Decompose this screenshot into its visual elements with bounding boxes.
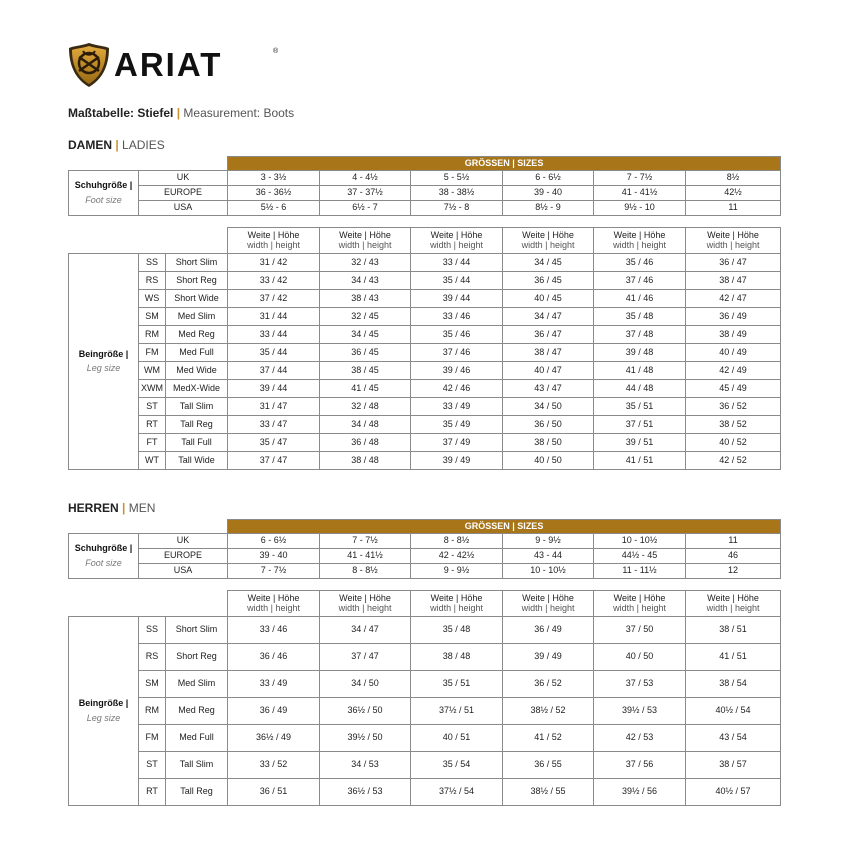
size-cell: 41 - 41½ bbox=[594, 186, 686, 201]
width-height-header bbox=[411, 228, 503, 254]
leg-value-cell: 38 / 48 bbox=[320, 452, 411, 470]
foot-size-label bbox=[69, 534, 139, 579]
leg-value-cell: 41 / 51 bbox=[594, 452, 686, 470]
size-cell: 8 - 8½ bbox=[320, 564, 411, 579]
leg-header-row bbox=[69, 591, 781, 617]
leg-value-cell: 36 / 50 bbox=[503, 416, 594, 434]
header-en: width | height bbox=[613, 239, 666, 250]
leg-value-cell: 41 / 51 bbox=[686, 644, 781, 671]
leg-row bbox=[69, 779, 781, 806]
leg-value-cell: 39 / 44 bbox=[228, 380, 320, 398]
size-row-uk bbox=[69, 171, 781, 186]
leg-row bbox=[69, 725, 781, 752]
leg-value-cell: 42 / 49 bbox=[686, 362, 781, 380]
leg-name: Med Reg bbox=[166, 326, 228, 344]
size-system-uk: UK bbox=[139, 534, 228, 549]
header-en: width | height bbox=[338, 602, 392, 613]
men-section-title bbox=[68, 501, 155, 515]
foot-label-en: Foot size bbox=[85, 557, 122, 568]
size-cell: 37 - 37½ bbox=[320, 186, 411, 201]
leg-value-cell: 40 / 50 bbox=[594, 644, 686, 671]
leg-value-cell: 32 / 43 bbox=[320, 254, 411, 272]
leg-value-cell: 36½ / 50 bbox=[320, 698, 411, 725]
leg-name: Med Full bbox=[166, 344, 228, 362]
leg-value-cell: 37 / 50 bbox=[594, 617, 686, 644]
size-cell: 9 - 9½ bbox=[411, 564, 503, 579]
leg-row bbox=[69, 644, 781, 671]
leg-value-cell: 35 / 46 bbox=[594, 254, 686, 272]
leg-value-cell: 40 / 52 bbox=[686, 434, 781, 452]
size-cell: 39 - 40 bbox=[228, 549, 320, 564]
size-cell: 11 bbox=[686, 201, 781, 216]
ladies-title-sep: | bbox=[115, 138, 119, 152]
leg-row bbox=[69, 362, 781, 380]
leg-size-label bbox=[69, 254, 139, 470]
leg-value-cell: 37 / 47 bbox=[228, 452, 320, 470]
size-cell: 46 bbox=[686, 549, 781, 564]
size-system-europe: EUROPE bbox=[139, 186, 228, 201]
leg-code: RS bbox=[139, 272, 166, 290]
leg-value-cell: 37 / 46 bbox=[594, 272, 686, 290]
leg-code: SS bbox=[139, 617, 166, 644]
men-title-de: HERREN bbox=[68, 501, 119, 515]
leg-row bbox=[69, 344, 781, 362]
leg-value-cell: 40 / 47 bbox=[503, 362, 594, 380]
leg-code: FT bbox=[139, 434, 166, 452]
leg-code: RM bbox=[139, 326, 166, 344]
leg-value-cell: 40 / 51 bbox=[411, 725, 503, 752]
leg-name: Tall Wide bbox=[166, 452, 228, 470]
foot-label-en: Foot size bbox=[85, 194, 122, 205]
leg-value-cell: 38 / 57 bbox=[686, 752, 781, 779]
leg-row bbox=[69, 452, 781, 470]
width-height-header bbox=[411, 591, 503, 617]
leg-value-cell: 38 / 50 bbox=[503, 434, 594, 452]
leg-value-cell: 33 / 47 bbox=[228, 416, 320, 434]
size-row-europe bbox=[69, 549, 781, 564]
width-height-header bbox=[228, 591, 320, 617]
size-system-usa: USA bbox=[139, 564, 228, 579]
leg-value-cell: 44 / 48 bbox=[594, 380, 686, 398]
header-de: Weite | Höhe bbox=[339, 230, 391, 241]
leg-value-cell: 41 / 48 bbox=[594, 362, 686, 380]
leg-row bbox=[69, 617, 781, 644]
leg-value-cell: 34 / 43 bbox=[320, 272, 411, 290]
leg-row bbox=[69, 254, 781, 272]
blank-cell bbox=[69, 591, 228, 617]
size-cell: 8 - 8½ bbox=[411, 534, 503, 549]
leg-value-cell: 35 / 51 bbox=[594, 398, 686, 416]
sizes-bar: GRÖSSEN | SIZES bbox=[228, 520, 781, 534]
leg-header-row bbox=[69, 228, 781, 254]
leg-value-cell: 35 / 44 bbox=[228, 344, 320, 362]
leg-value-cell: 37 / 42 bbox=[228, 290, 320, 308]
size-cell: 38 - 38½ bbox=[411, 186, 503, 201]
leg-label-de: Beingröße | bbox=[78, 698, 129, 709]
size-row-usa bbox=[69, 564, 781, 579]
leg-value-cell: 34 / 48 bbox=[320, 416, 411, 434]
leg-value-cell: 40½ / 57 bbox=[686, 779, 781, 806]
size-cell: 9½ - 10 bbox=[594, 201, 686, 216]
leg-value-cell: 35 / 47 bbox=[228, 434, 320, 452]
leg-code: RM bbox=[139, 698, 166, 725]
header-en: width | height bbox=[430, 602, 483, 613]
title-sep: | bbox=[176, 106, 181, 120]
width-height-header bbox=[320, 228, 411, 254]
size-cell: 7½ - 8 bbox=[411, 201, 503, 216]
size-cell: 9 - 9½ bbox=[503, 534, 594, 549]
leg-label-en: Leg size bbox=[86, 363, 121, 373]
width-height-header bbox=[503, 228, 594, 254]
leg-row bbox=[69, 398, 781, 416]
leg-value-cell: 32 / 48 bbox=[320, 398, 411, 416]
page-title bbox=[68, 106, 294, 120]
leg-row bbox=[69, 326, 781, 344]
size-cell: 11 - 11½ bbox=[594, 564, 686, 579]
leg-code: RT bbox=[139, 779, 166, 806]
registered-mark: ® bbox=[273, 48, 279, 55]
header-en: width | height bbox=[706, 239, 760, 250]
leg-value-cell: 33 / 44 bbox=[228, 326, 320, 344]
sizes-bar: GRÖSSEN | SIZES bbox=[228, 157, 781, 171]
leg-name: Short Slim bbox=[166, 254, 228, 272]
size-cell: 39 - 40 bbox=[503, 186, 594, 201]
size-cell: 7 - 7½ bbox=[594, 171, 686, 186]
leg-value-cell: 39 / 49 bbox=[411, 452, 503, 470]
leg-value-cell: 43 / 54 bbox=[686, 725, 781, 752]
leg-name: Short Reg bbox=[166, 644, 228, 671]
size-cell: 10 - 10½ bbox=[594, 534, 686, 549]
leg-code: SM bbox=[139, 308, 166, 326]
leg-code: WT bbox=[139, 452, 166, 470]
leg-name: Med Wide bbox=[166, 362, 228, 380]
ladies-leg-size-table bbox=[68, 227, 781, 470]
foot-label-de: Schuhgröße | bbox=[74, 543, 133, 554]
foot-size-label bbox=[69, 171, 139, 216]
header-de: Weite | Höhe bbox=[247, 230, 300, 241]
leg-value-cell: 35 / 48 bbox=[411, 617, 503, 644]
leg-value-cell: 36 / 48 bbox=[320, 434, 411, 452]
leg-name: Short Wide bbox=[166, 290, 228, 308]
leg-value-cell: 37 / 53 bbox=[594, 671, 686, 698]
leg-value-cell: 37 / 56 bbox=[594, 752, 686, 779]
leg-code: WS bbox=[139, 290, 166, 308]
leg-value-cell: 41 / 52 bbox=[503, 725, 594, 752]
leg-name: Tall Slim bbox=[166, 752, 228, 779]
header-en: width | height bbox=[613, 602, 666, 613]
leg-value-cell: 38 / 49 bbox=[686, 326, 781, 344]
size-cell: 3 - 3½ bbox=[228, 171, 320, 186]
leg-value-cell: 31 / 42 bbox=[228, 254, 320, 272]
leg-value-cell: 36 / 49 bbox=[686, 308, 781, 326]
header-de: Weite | Höhe bbox=[339, 593, 391, 604]
leg-value-cell: 36 / 51 bbox=[228, 779, 320, 806]
leg-value-cell: 35 / 54 bbox=[411, 752, 503, 779]
leg-row bbox=[69, 698, 781, 725]
ladies-foot-size-table bbox=[68, 156, 781, 216]
ladies-section-title bbox=[68, 138, 165, 152]
header-de: Weite | Höhe bbox=[522, 593, 574, 604]
size-system-uk: UK bbox=[139, 171, 228, 186]
leg-label-en: Leg size bbox=[86, 712, 121, 723]
leg-label-de: Beingröße | bbox=[78, 348, 129, 359]
header-de: Weite | Höhe bbox=[707, 593, 759, 604]
leg-value-cell: 39 / 44 bbox=[411, 290, 503, 308]
size-cell: 6 - 6½ bbox=[503, 171, 594, 186]
leg-row bbox=[69, 416, 781, 434]
leg-row bbox=[69, 434, 781, 452]
header-en: width | height bbox=[521, 239, 575, 250]
leg-row bbox=[69, 671, 781, 698]
leg-value-cell: 34 / 50 bbox=[503, 398, 594, 416]
leg-name: Med Slim bbox=[166, 308, 228, 326]
leg-row bbox=[69, 380, 781, 398]
leg-value-cell: 35 / 44 bbox=[411, 272, 503, 290]
leg-value-cell: 33 / 46 bbox=[228, 617, 320, 644]
size-cell: 41 - 41½ bbox=[320, 549, 411, 564]
leg-value-cell: 36 / 52 bbox=[503, 671, 594, 698]
leg-value-cell: 34 / 47 bbox=[503, 308, 594, 326]
leg-value-cell: 39½ / 50 bbox=[320, 725, 411, 752]
leg-value-cell: 36½ / 53 bbox=[320, 779, 411, 806]
header-de: Weite | Höhe bbox=[430, 593, 483, 604]
leg-value-cell: 38 / 43 bbox=[320, 290, 411, 308]
header-en: width | height bbox=[706, 602, 760, 613]
leg-value-cell: 37 / 44 bbox=[228, 362, 320, 380]
size-cell: 8½ bbox=[686, 171, 781, 186]
width-height-header bbox=[594, 591, 686, 617]
leg-value-cell: 34 / 47 bbox=[320, 617, 411, 644]
men-title-sep: | bbox=[122, 501, 126, 515]
men-leg-size-table bbox=[68, 590, 781, 806]
leg-value-cell: 39 / 46 bbox=[411, 362, 503, 380]
leg-value-cell: 39 / 49 bbox=[503, 644, 594, 671]
leg-value-cell: 33 / 52 bbox=[228, 752, 320, 779]
men-foot-size-table bbox=[68, 519, 781, 579]
header-en: width | height bbox=[521, 602, 575, 613]
leg-row bbox=[69, 272, 781, 290]
leg-value-cell: 34 / 45 bbox=[320, 326, 411, 344]
leg-value-cell: 36 / 55 bbox=[503, 752, 594, 779]
leg-value-cell: 37½ / 51 bbox=[411, 698, 503, 725]
size-cell: 5½ - 6 bbox=[228, 201, 320, 216]
sizes-header-row bbox=[69, 520, 781, 534]
header-en: width | height bbox=[247, 602, 300, 613]
size-row-uk bbox=[69, 534, 781, 549]
leg-value-cell: 35 / 48 bbox=[594, 308, 686, 326]
leg-row bbox=[69, 752, 781, 779]
size-cell: 44½ - 45 bbox=[594, 549, 686, 564]
size-row-europe bbox=[69, 186, 781, 201]
leg-value-cell: 36 / 47 bbox=[503, 326, 594, 344]
leg-value-cell: 33 / 44 bbox=[411, 254, 503, 272]
width-height-header bbox=[686, 591, 781, 617]
leg-value-cell: 42 / 52 bbox=[686, 452, 781, 470]
leg-value-cell: 43 / 47 bbox=[503, 380, 594, 398]
leg-value-cell: 38 / 47 bbox=[686, 272, 781, 290]
shield-logo-icon bbox=[68, 42, 110, 88]
leg-value-cell: 38½ / 55 bbox=[503, 779, 594, 806]
leg-name: Tall Slim bbox=[166, 398, 228, 416]
leg-value-cell: 37 / 51 bbox=[594, 416, 686, 434]
blank-cell bbox=[69, 520, 228, 534]
leg-row bbox=[69, 290, 781, 308]
leg-value-cell: 35 / 46 bbox=[411, 326, 503, 344]
title-de: Maßtabelle: Stiefel bbox=[68, 106, 174, 120]
size-cell: 6 - 6½ bbox=[228, 534, 320, 549]
leg-value-cell: 39½ / 56 bbox=[594, 779, 686, 806]
title-en: Measurement: Boots bbox=[183, 106, 295, 120]
leg-code: ST bbox=[139, 752, 166, 779]
leg-value-cell: 36 / 49 bbox=[503, 617, 594, 644]
header-de: Weite | Höhe bbox=[430, 230, 483, 241]
header-en: width | height bbox=[430, 239, 483, 250]
leg-value-cell: 36 / 52 bbox=[686, 398, 781, 416]
header-de: Weite | Höhe bbox=[247, 593, 300, 604]
leg-value-cell: 36 / 47 bbox=[686, 254, 781, 272]
leg-name: Tall Reg bbox=[166, 416, 228, 434]
leg-value-cell: 36 / 46 bbox=[228, 644, 320, 671]
size-cell: 6½ - 7 bbox=[320, 201, 411, 216]
leg-value-cell: 38 / 54 bbox=[686, 671, 781, 698]
size-cell: 10 - 10½ bbox=[503, 564, 594, 579]
leg-value-cell: 38 / 45 bbox=[320, 362, 411, 380]
leg-code: RT bbox=[139, 416, 166, 434]
sizes-header-row bbox=[69, 157, 781, 171]
leg-name: Tall Reg bbox=[166, 779, 228, 806]
leg-name: Med Slim bbox=[166, 671, 228, 698]
leg-name: Short Reg bbox=[166, 272, 228, 290]
leg-value-cell: 35 / 51 bbox=[411, 671, 503, 698]
leg-name: Short Slim bbox=[166, 617, 228, 644]
leg-value-cell: 34 / 45 bbox=[503, 254, 594, 272]
size-cell: 4 - 4½ bbox=[320, 171, 411, 186]
size-cell: 36 - 36½ bbox=[228, 186, 320, 201]
leg-value-cell: 40½ / 54 bbox=[686, 698, 781, 725]
leg-value-cell: 36 / 49 bbox=[228, 698, 320, 725]
leg-value-cell: 35 / 49 bbox=[411, 416, 503, 434]
leg-size-label bbox=[69, 617, 139, 806]
header-en: width | height bbox=[338, 239, 392, 250]
leg-value-cell: 42 / 46 bbox=[411, 380, 503, 398]
width-height-header bbox=[503, 591, 594, 617]
leg-code: SS bbox=[139, 254, 166, 272]
leg-value-cell: 42 / 47 bbox=[686, 290, 781, 308]
leg-value-cell: 38 / 51 bbox=[686, 617, 781, 644]
blank-cell bbox=[69, 157, 228, 171]
leg-name: Med Full bbox=[166, 725, 228, 752]
foot-label-de: Schuhgröße | bbox=[74, 180, 133, 191]
leg-value-cell: 41 / 45 bbox=[320, 380, 411, 398]
leg-value-cell: 34 / 50 bbox=[320, 671, 411, 698]
leg-value-cell: 36 / 45 bbox=[320, 344, 411, 362]
leg-name: Med Reg bbox=[166, 698, 228, 725]
leg-value-cell: 39½ / 53 bbox=[594, 698, 686, 725]
ladies-title-en: LADIES bbox=[122, 138, 165, 152]
leg-value-cell: 37 / 48 bbox=[594, 326, 686, 344]
leg-value-cell: 36½ / 49 bbox=[228, 725, 320, 752]
leg-value-cell: 40 / 45 bbox=[503, 290, 594, 308]
leg-value-cell: 40 / 49 bbox=[686, 344, 781, 362]
header-de: Weite | Höhe bbox=[613, 230, 666, 241]
brand-name: ARIAT bbox=[114, 46, 223, 83]
leg-value-cell: 38 / 48 bbox=[411, 644, 503, 671]
width-height-header bbox=[228, 228, 320, 254]
header-de: Weite | Höhe bbox=[707, 230, 759, 241]
leg-value-cell: 39 / 51 bbox=[594, 434, 686, 452]
leg-value-cell: 33 / 49 bbox=[411, 398, 503, 416]
size-cell: 43 - 44 bbox=[503, 549, 594, 564]
leg-value-cell: 33 / 46 bbox=[411, 308, 503, 326]
leg-code: RS bbox=[139, 644, 166, 671]
leg-value-cell: 36 / 45 bbox=[503, 272, 594, 290]
leg-code: WM bbox=[139, 362, 166, 380]
leg-value-cell: 42 / 53 bbox=[594, 725, 686, 752]
leg-value-cell: 37 / 47 bbox=[320, 644, 411, 671]
leg-row bbox=[69, 308, 781, 326]
leg-code: XWM bbox=[139, 380, 166, 398]
leg-code: FM bbox=[139, 725, 166, 752]
width-height-header bbox=[594, 228, 686, 254]
size-cell: 12 bbox=[686, 564, 781, 579]
size-system-europe: EUROPE bbox=[139, 549, 228, 564]
ariat-logo bbox=[68, 42, 283, 88]
leg-value-cell: 38 / 52 bbox=[686, 416, 781, 434]
leg-value-cell: 37½ / 54 bbox=[411, 779, 503, 806]
leg-value-cell: 34 / 53 bbox=[320, 752, 411, 779]
leg-value-cell: 31 / 47 bbox=[228, 398, 320, 416]
leg-code: FM bbox=[139, 344, 166, 362]
leg-value-cell: 31 / 44 bbox=[228, 308, 320, 326]
leg-name: MedX-Wide bbox=[166, 380, 228, 398]
size-cell: 7 - 7½ bbox=[228, 564, 320, 579]
men-title-en: MEN bbox=[128, 501, 156, 515]
size-cell: 5 - 5½ bbox=[411, 171, 503, 186]
leg-code: SM bbox=[139, 671, 166, 698]
header-en: width | height bbox=[247, 239, 300, 250]
size-system-usa: USA bbox=[139, 201, 228, 216]
width-height-header bbox=[686, 228, 781, 254]
leg-value-cell: 38½ / 52 bbox=[503, 698, 594, 725]
header-de: Weite | Höhe bbox=[522, 230, 574, 241]
blank-cell bbox=[69, 228, 228, 254]
ladies-title-de: DAMEN bbox=[68, 138, 112, 152]
size-cell: 8½ - 9 bbox=[503, 201, 594, 216]
size-cell: 7 - 7½ bbox=[320, 534, 411, 549]
leg-value-cell: 37 / 46 bbox=[411, 344, 503, 362]
leg-value-cell: 33 / 42 bbox=[228, 272, 320, 290]
leg-value-cell: 39 / 48 bbox=[594, 344, 686, 362]
size-cell: 42½ bbox=[686, 186, 781, 201]
size-row-usa bbox=[69, 201, 781, 216]
leg-name: Tall Full bbox=[166, 434, 228, 452]
leg-value-cell: 37 / 49 bbox=[411, 434, 503, 452]
width-height-header bbox=[320, 591, 411, 617]
leg-value-cell: 38 / 47 bbox=[503, 344, 594, 362]
leg-value-cell: 32 / 45 bbox=[320, 308, 411, 326]
size-cell: 11 bbox=[686, 534, 781, 549]
leg-value-cell: 41 / 46 bbox=[594, 290, 686, 308]
header-de: Weite | Höhe bbox=[613, 593, 666, 604]
size-cell: 42 - 42½ bbox=[411, 549, 503, 564]
leg-value-cell: 40 / 50 bbox=[503, 452, 594, 470]
leg-value-cell: 33 / 49 bbox=[228, 671, 320, 698]
leg-value-cell: 45 / 49 bbox=[686, 380, 781, 398]
leg-code: ST bbox=[139, 398, 166, 416]
